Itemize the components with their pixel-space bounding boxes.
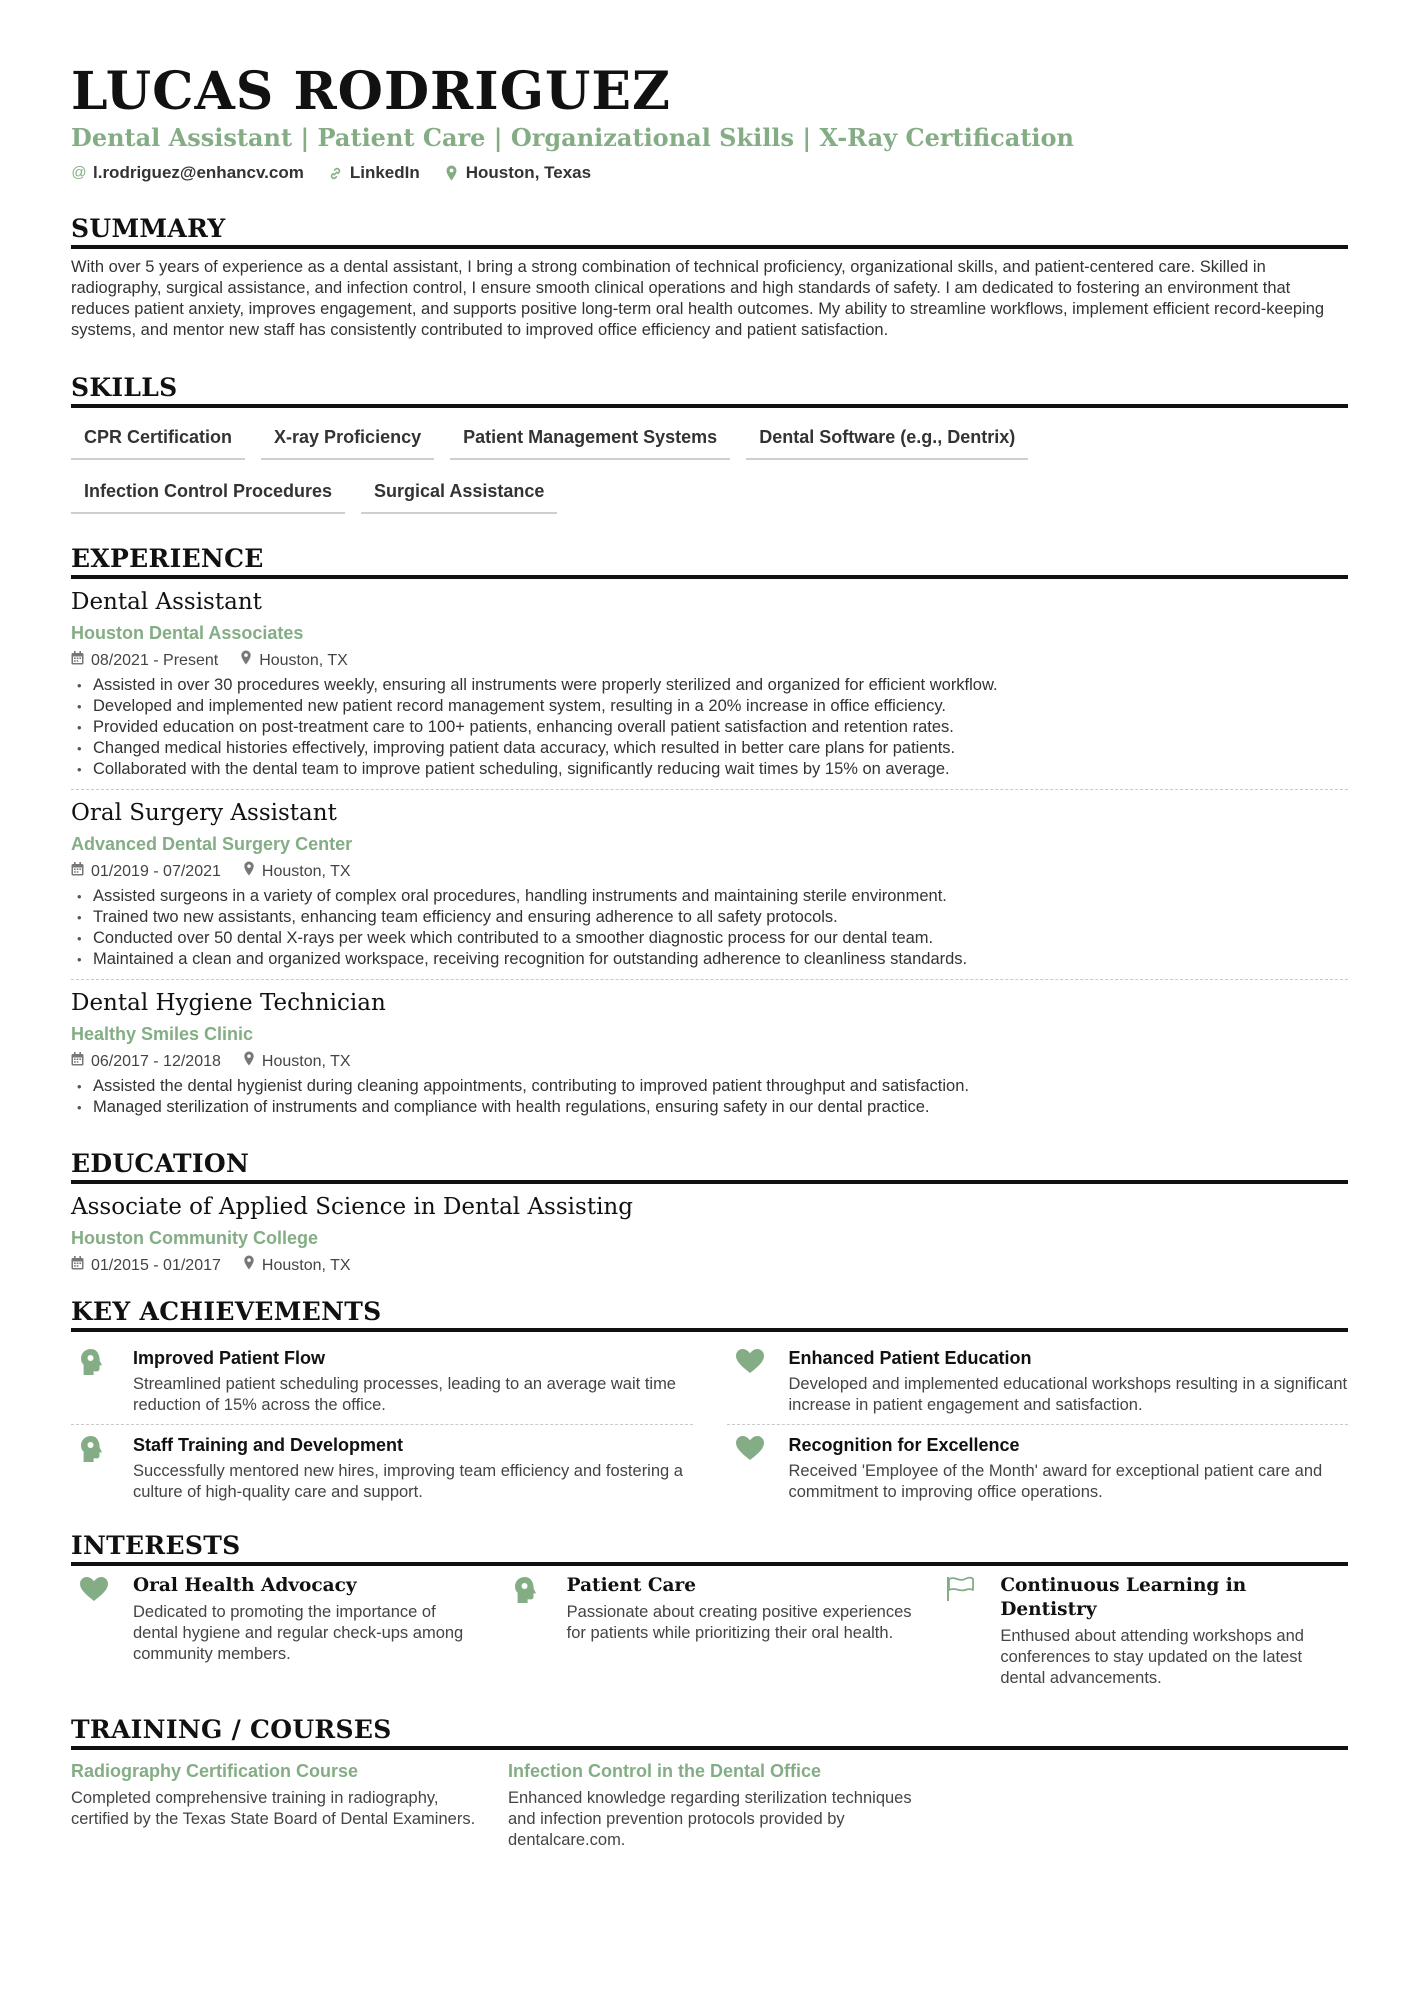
job-bullets [71,886,1348,970]
candidate-name: LUCAS RODRIGUEZ [71,61,671,122]
contact-linkedin[interactable] [328,162,420,184]
contact-list [71,162,1348,184]
achievements-grid [71,1338,1348,1511]
job-location: Houston, TX [261,862,351,880]
job-dates: 06/2017 - 12/2018 [91,1052,221,1070]
link-icon [328,165,344,181]
linkedin-text[interactable]: LinkedIn [349,163,420,182]
job-title: Dental Hygiene Technician [71,990,386,1016]
location-pin-icon [243,1051,255,1072]
location-text: Houston, Texas [465,163,592,182]
degree-title: Associate of Applied Science in Dental Assisting [71,1194,633,1220]
bullet-item: • Assisted in over 30 procedures weekly, ensuring all instruments were properly sterilized and organized for efficient workflow. [71,675,1348,696]
achievements-heading: KEY ACHIEVEMENTS [71,1297,1348,1332]
interest-item [71,1574,481,1689]
courses-section [71,1715,1348,1851]
courses-grid [71,1760,1348,1851]
education-heading: EDUCATION [71,1149,1348,1184]
education-entry [71,1184,1348,1285]
skill-tag: Dental Software (e.g., Dentrix) [746,422,1028,460]
course-item [508,1760,923,1851]
bullet-item: • Developed and implemented new patient record management system, resulting in a 20% increase in office efficiency. [71,696,1348,717]
bullet-item: • Assisted surgeons in a variety of complex oral procedures, handling instruments and maintaining sterile environment. [71,886,1348,907]
email-text[interactable]: l.rodriguez@enhancv.com [93,163,304,182]
summary-section [71,214,1348,341]
skill-tag: X-ray Proficiency [261,422,434,460]
job-dates: 01/2019 - 07/2021 [91,862,221,880]
head-icon [79,1346,115,1416]
interest-title: Patient Care [566,1575,697,1596]
heart-icon [79,1574,115,1689]
interest-desc: Dedicated to promoting the importance of dental hygiene and regular check-ups among community members. [133,1603,464,1663]
job-entry [71,790,1348,980]
skill-tag: Infection Control Procedures [71,476,345,514]
bullet-item: • Conducted over 50 dental X-rays per week which contributed to a smoother diagnostic process for our dental team. [71,928,1348,949]
job-bullets [71,675,1348,780]
job-entry [71,980,1348,1127]
location-pin-icon [444,165,460,181]
head-icon [79,1433,115,1503]
course-title: Radiography Certification Course [71,1761,359,1781]
skills-section [71,373,1348,514]
calendar-icon [71,1256,84,1276]
candidate-headline: Dental Assistant | Patient Care | Organizational Skills | X-Ray Certification [71,123,1074,152]
interest-desc: Enthused about attending workshops and conferences to stay updated on the latest dental advancements. [1000,1627,1304,1687]
at-icon: @ [71,164,87,181]
flag-icon [946,1574,982,1689]
course-desc: Completed comprehensive training in radiography, certified by the Texas State Board of Dental Examiners. [71,1789,476,1828]
company-name: Healthy Smiles Clinic [71,1024,254,1044]
contact-email[interactable] [71,162,304,184]
bullet-item: • Provided education on post-treatment care to 100+ patients, enhancing overall patient satisfaction and retention rates. [71,717,1348,738]
interests-section [71,1531,1348,1689]
achievement-desc: Streamlined patient scheduling processes, leading to an average wait time reduction of 15% across the office. [133,1375,676,1414]
school-name: Houston Community College [71,1228,318,1248]
bullet-item: • Trained two new assistants, enhancing team efficiency and ensuring adherence to all safety protocols. [71,907,1348,928]
skills-heading: SKILLS [71,373,1348,408]
job-title: Oral Surgery Assistant [71,800,337,826]
achievement-title: Enhanced Patient Education [788,1348,1032,1368]
resume-header [71,60,1348,184]
achievement-item [727,1338,1349,1425]
location-pin-icon [243,1255,255,1276]
interests-heading: INTERESTS [71,1531,1348,1566]
education-location: Houston, TX [261,1256,351,1274]
heart-icon [735,1433,771,1503]
contact-location [444,162,591,184]
achievement-item [71,1425,693,1511]
experience-section [71,544,1348,1127]
interests-grid [71,1574,1348,1689]
job-location: Houston, TX [259,651,348,669]
heart-icon [735,1346,771,1416]
achievement-desc: Successfully mentored new hires, improving team efficiency and fostering a culture of high-quality care and support. [133,1462,683,1501]
calendar-icon [71,651,84,671]
location-pin-icon [240,650,252,671]
skills-list [71,422,1071,514]
job-meta [71,650,1348,671]
job-meta [71,861,1348,882]
achievements-section [71,1297,1348,1511]
job-dates: 08/2021 - Present [91,651,219,669]
achievement-title: Improved Patient Flow [133,1348,326,1368]
achievement-title: Recognition for Excellence [788,1435,1020,1455]
course-title: Infection Control in the Dental Office [508,1761,822,1781]
bullet-item: • Assisted the dental hygienist during cleaning appointments, contributing to improved patient throughput and satisfaction. [71,1076,1348,1097]
resume-page [71,60,1348,1851]
bullet-item: • Changed medical histories effectively, improving patient data accuracy, which resulted in better care plans for patients. [71,738,1348,759]
achievement-desc: Developed and implemented educational workshops resulting in a significant increase in patient engagement and satisfaction. [788,1375,1348,1414]
bullet-item: • Maintained a clean and organized workspace, receiving recognition for outstanding adherence to cleanliness standards. [71,949,1348,970]
education-section [71,1149,1348,1285]
interest-title: Continuous Learning in Dentistry [1000,1575,1247,1620]
achievement-title: Staff Training and Development [133,1435,404,1455]
interest-title: Oral Health Advocacy [133,1575,357,1596]
skill-tag: CPR Certification [71,422,245,460]
courses-heading: TRAINING / COURSES [71,1715,1348,1750]
job-title: Dental Assistant [71,589,262,615]
company-name: Houston Dental Associates [71,623,304,643]
company-name: Advanced Dental Surgery Center [71,834,353,854]
experience-heading: EXPERIENCE [71,544,1348,579]
education-meta [71,1255,1348,1276]
interest-desc: Passionate about creating positive experiences for patients while prioritizing their oral health. [566,1603,912,1642]
calendar-icon [71,1052,84,1072]
achievement-item [727,1425,1349,1511]
job-meta [71,1051,1348,1072]
calendar-icon [71,862,84,882]
job-bullets [71,1076,1348,1118]
interest-item [505,1574,915,1689]
skill-tag: Patient Management Systems [450,422,730,460]
job-location: Houston, TX [261,1052,351,1070]
course-desc: Enhanced knowledge regarding sterilization techniques and infection prevention protocols provided by dentalcare.com. [508,1789,912,1849]
summary-heading: SUMMARY [71,214,1348,249]
job-entry [71,579,1348,790]
head-icon [513,1574,549,1689]
bullet-item: • Managed sterilization of instruments and compliance with health regulations, ensuring safety in our dental practice. [71,1097,1348,1118]
achievement-desc: Received 'Employee of the Month' award for exceptional patient care and commitment to improving office operations. [788,1462,1323,1501]
location-pin-icon [243,861,255,882]
education-dates: 01/2015 - 01/2017 [91,1256,221,1274]
interest-item [938,1574,1348,1689]
achievement-item [71,1338,693,1425]
bullet-item: • Collaborated with the dental team to improve patient scheduling, significantly reducing wait times by 15% on average. [71,759,1348,780]
summary-text: With over 5 years of experience as a dental assistant, I bring a strong combination of technical proficiency, organizational skills, and patient-centered care. Skilled in radiography, surgical assistance, and infection control, I ensure smooth clinical operations and high standards of safety. I am dedicated to fostering an environment that reduces patient anxiety, improves engagement, and supports positive long-term oral health outcomes. My ability to streamline workflows, implement efficient record-keeping systems, and mentor new staff has consistently contributed to improved office efficiency and patient satisfaction. [71,258,1325,339]
skill-tag: Surgical Assistance [361,476,557,514]
course-item [71,1760,486,1851]
